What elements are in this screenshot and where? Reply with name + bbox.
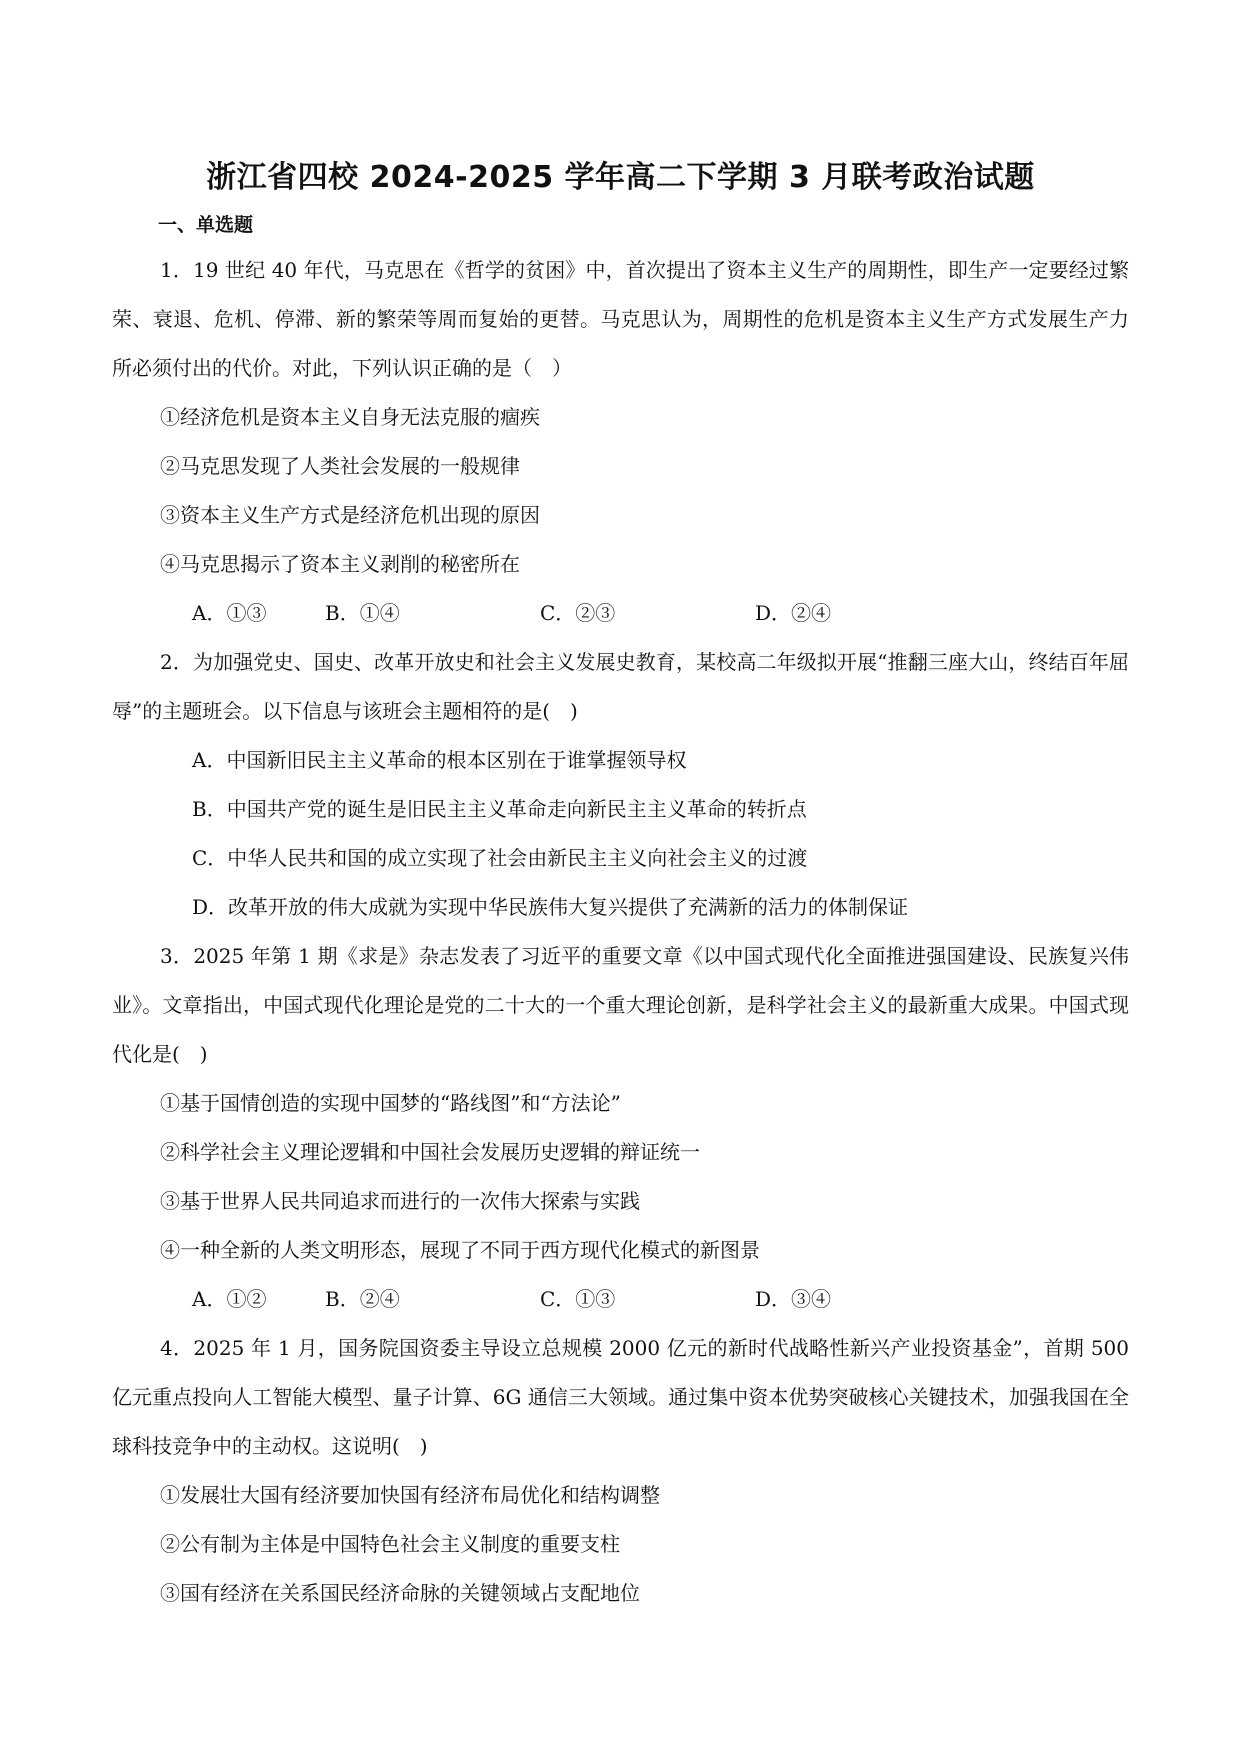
option-d: D．③④ xyxy=(755,1287,832,1311)
statement: ④一种全新的人类文明形态，展现了不同于西方现代化模式的新图景 xyxy=(160,1238,760,1262)
section-heading: 一、单选题 xyxy=(158,214,254,236)
statement: ②科学社会主义理论逻辑和中国社会发展历史逻辑的辩证统一 xyxy=(160,1140,700,1164)
statement: ③资本主义生产方式是经济危机出现的原因 xyxy=(160,503,540,527)
option-c: C．中华人民共和国的成立实现了社会由新民主主义向社会主义的过渡 xyxy=(192,846,808,870)
option-b: B．②④ xyxy=(325,1287,400,1311)
statement: ③国有经济在关系国民经济命脉的关键领域占支配地位 xyxy=(160,1581,640,1605)
option-a: A．①② xyxy=(192,1287,267,1311)
statement: ②公有制为主体是中国特色社会主义制度的重要支柱 xyxy=(160,1532,620,1556)
question-1 xyxy=(112,246,1129,638)
options-row xyxy=(192,589,1129,638)
question-3 xyxy=(112,932,1129,1324)
option-c: C．②③ xyxy=(540,601,616,625)
statement: ①基于国情创造的实现中国梦的“路线图”和“方法论” xyxy=(160,1091,621,1115)
option-d: D．②④ xyxy=(755,601,832,625)
document-title: 浙江省四校 2024-2025 学年高二下学期 3 月联考政治试题 xyxy=(206,160,1035,195)
question-stem: 1．19 世纪 40 年代，马克思在《哲学的贫困》中，首次提出了资本主义生产的周期性，即生产一定要经过繁荣、衰退、危机、停滞、新的繁荣等周而复始的更替。马克思认为，周期性的危机是资本主义生产方式发展生产力所必须付出的代价。对此，下列认识正确的是（ ） xyxy=(112,258,1129,380)
statement: ①经济危机是资本主义自身无法克服的痼疾 xyxy=(160,405,540,429)
statement: ④马克思揭示了资本主义剥削的秘密所在 xyxy=(160,552,520,576)
statement: ②马克思发现了人类社会发展的一般规律 xyxy=(160,454,520,478)
question-stem: 4．2025 年 1 月，国务院国资委主导设立总规模 2000 亿元的新时代战略性新兴产业投资基金”，首期 500 亿元重点投向人工智能大模型、量子计算、6G 通信三大领域。通过集中资本优势突破核心关键技术，加强我国在全球科技竞争中的主动权。这说明( ) xyxy=(112,1336,1129,1458)
question-stem: 3．2025 年第 1 期《求是》杂志发表了习近平的重要文章《以中国式现代化全面推进强国建设、民族复兴伟业》。文章指出，中国式现代化理论是党的二十大的一个重大理论创新，是科学社会主义的最新重大成果。中国式现代化是( ) xyxy=(112,944,1129,1066)
question-4 xyxy=(112,1324,1129,1618)
option-a: A．中国新旧民主主义革命的根本区别在于谁掌握领导权 xyxy=(192,748,687,772)
option-d: D．改革开放的伟大成就为实现中华民族伟大复兴提供了充满新的活力的体制保证 xyxy=(192,895,909,919)
option-c: C．①③ xyxy=(540,1287,616,1311)
question-stem: 2．为加强党史、国史、改革开放史和社会主义发展史教育，某校高二年级拟开展“推翻三座大山，终结百年屈辱”的主题班会。以下信息与该班会主题相符的是( ) xyxy=(112,650,1129,723)
statement: ①发展壮大国有经济要加快国有经济布局优化和结构调整 xyxy=(160,1483,660,1507)
option-b: B．①④ xyxy=(325,601,400,625)
option-a: A．①③ xyxy=(192,601,267,625)
options-row xyxy=(192,1275,1129,1324)
statement: ③基于世界人民共同追求而进行的一次伟大探索与实践 xyxy=(160,1189,640,1213)
question-2 xyxy=(112,638,1129,932)
option-b: B．中国共产党的诞生是旧民主主义革命走向新民主主义革命的转折点 xyxy=(192,797,807,821)
